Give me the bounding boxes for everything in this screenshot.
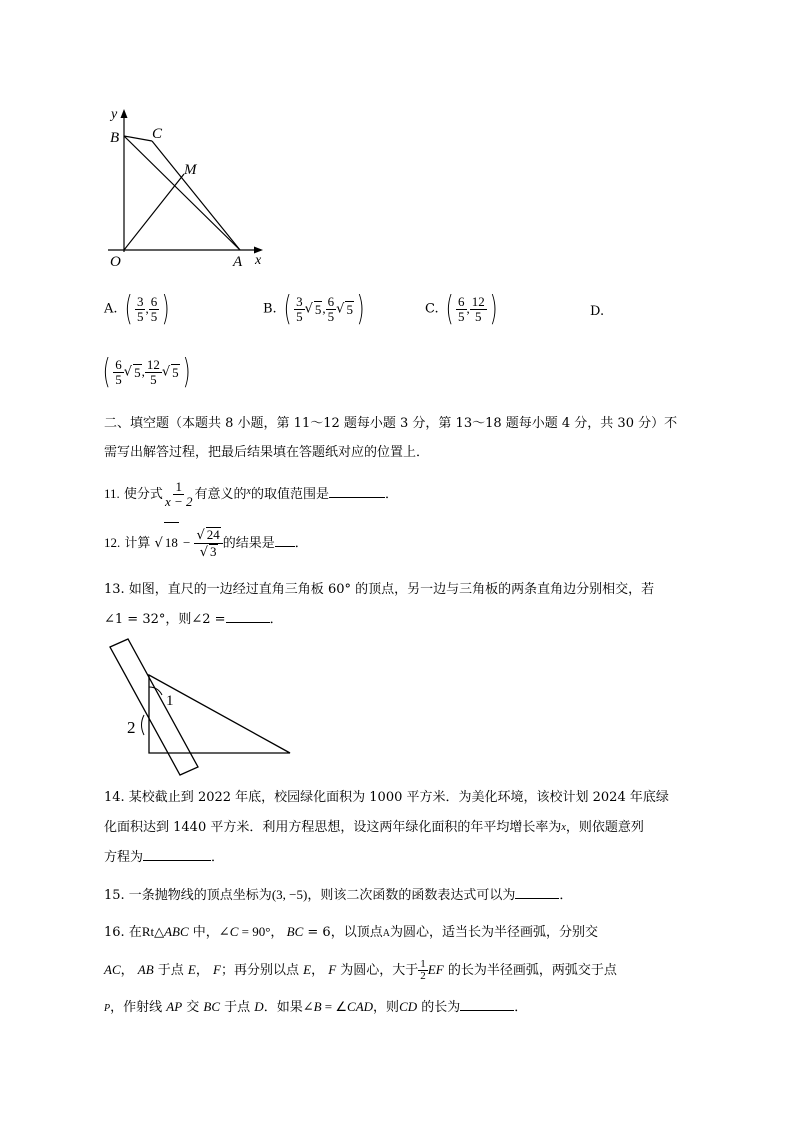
option-b: B. ( $\frac{3}{5}$ √ 5, $\frac{6}{5}$ √ 5 ): [263, 289, 365, 329]
angle-2-label: 2: [127, 718, 136, 737]
question-13-line1: 13. 如图，直尺的一边经过直角三角板 60° 的顶点，另一边与三角板的两条直角边分别相交，若: [104, 582, 655, 597]
label-C: C: [152, 126, 163, 142]
option-d-label: D.: [590, 304, 605, 319]
answer-blank-14[interactable]: [143, 848, 211, 861]
question-15: 15. 一条抛物线的顶点坐标为(3, −5)，则该二次函数的函数表达式可以为 ．: [104, 887, 573, 903]
answer-blank-11[interactable]: [329, 485, 385, 498]
figure-coordinate-diagram: [100, 100, 280, 275]
label-O: O: [110, 254, 121, 270]
angle-1-arc: [149, 687, 162, 695]
answer-blank-13[interactable]: [226, 610, 270, 623]
question-11: 11. 使分式 $\frac{1}{x - 2}$ 有意义的$^x$的取值范围是 ．: [104, 479, 398, 509]
segment-CA: [152, 141, 240, 250]
question-16-line1: 16. 在Rt△ABC 中，∠C = 90°， BC = 6，以顶点A为圆心，适当长为半径画弧，分别交: [104, 924, 598, 940]
segment-OM: [124, 174, 184, 250]
question-14-line3: 方程为 ．: [104, 850, 225, 865]
y-axis-arrow: [121, 109, 128, 118]
answer-blank-16[interactable]: [460, 998, 514, 1011]
segment-BA: [124, 136, 240, 250]
angle-1-label: 1: [166, 693, 174, 709]
label-A: A: [233, 254, 243, 270]
question-14-line2: 化面积达到 1440 平方米．利用方程思想，设这两年绿化面积的年平均增长率为$^x$，则依题意列: [104, 820, 644, 835]
section-2-heading-line2: 需写出解答过程，把最后结果填在答题纸对应的位置上．: [104, 445, 430, 460]
ruler: [110, 639, 198, 775]
label-x: x: [255, 253, 262, 268]
section-2-heading-line1: 二、填空题（本题共 8 小题，第 11～12 题每小题 3 分，第 13～18 题每小题 4 分，共 30 分）不: [104, 416, 678, 431]
answer-blank-12[interactable]: [275, 534, 295, 547]
question-13-line2: ∠1 = 32°，则∠2 = ．: [104, 612, 283, 627]
label-B: B: [110, 130, 120, 146]
label-y: y: [111, 107, 118, 122]
answer-blank-15[interactable]: [515, 886, 559, 899]
option-c: C. ( $\frac{6}{5}$ , $\frac{12}{5}$ ): [425, 289, 498, 329]
question-14-line1: 14. 某校截止到 2022 年底，校园绿化面积为 1000 平方米．为美化环境，该校计划 2024 年底绿: [104, 790, 669, 805]
question-12: 12. 计算 √ 18 − $\frac{√ 24}{√ 3}$ 的结果是 ．: [104, 522, 308, 562]
label-M: M: [184, 162, 197, 178]
question-16-line2: AC， AB 于点 E， F；再分别以点 E， F 为圆心，大于 $\frac{1}{2}$ EF 的长为半径画弧，两弧交于点: [104, 958, 617, 982]
question-16-line3: P，作射线 AP 交 BC 于点 D．如果∠B = ∠CAD，则CD 的长为 ．: [104, 999, 528, 1015]
figure-ruler-triangle: [100, 635, 300, 780]
triangle: [149, 675, 290, 753]
option-d: ( $\frac{6}{5}$ √ 5, $\frac{12}{5}$ √ 5 ): [102, 352, 191, 392]
angle-2-arc: [142, 715, 145, 735]
option-a: A. ( $\frac{3}{5}$ , $\frac{6}{5}$ ): [104, 289, 170, 329]
